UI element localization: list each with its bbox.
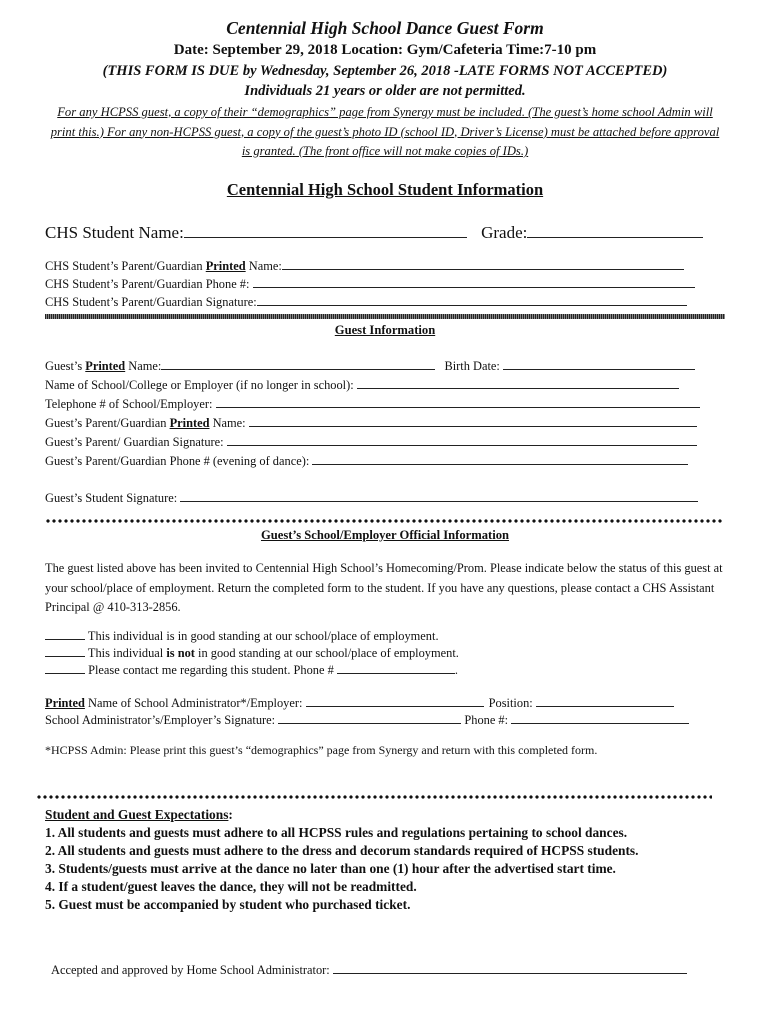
student-parent-signature-field[interactable]	[257, 295, 687, 306]
chs-student-name-row	[45, 223, 703, 243]
section-divider	[45, 314, 725, 319]
guest-student-signature-field[interactable]	[180, 491, 698, 502]
birth-date-label: Birth Date:	[444, 359, 500, 373]
approval-signature-field[interactable]	[333, 963, 687, 974]
student-parent-name-row	[45, 259, 684, 274]
guest-parent-name-row	[45, 416, 697, 431]
position-label: Position:	[488, 696, 533, 710]
guest-parent-signature-label: Guest’s Parent/ Guardian Signature:	[45, 435, 224, 449]
student-parent-phone-row	[45, 277, 695, 292]
guest-info-heading: Guest Information	[334, 323, 436, 337]
guest-student-signature-label: Guest’s Student Signature:	[45, 491, 178, 505]
admin-name-field[interactable]	[306, 696, 484, 707]
expectation-item: 1. All students and guests must adhere to all HCPSS rules and regulations pertaining to school dances.	[45, 825, 628, 840]
expectation-item: 2. All students and guests must adhere to the dress and decorum standards required of HCPSS students.	[45, 843, 639, 858]
printed-emphasis: Printed	[205, 259, 246, 273]
expectations-heading-text: Student and Guest Expectations	[45, 807, 229, 822]
guest-parent-phone-row	[45, 454, 688, 469]
admin-signature-label: School Administrator’s/Employer’s Signature:	[45, 713, 276, 727]
grade-field[interactable]	[527, 227, 703, 238]
admin-name-row	[45, 696, 674, 711]
expectation-item: 5. Guest must be accompanied by student who purchased ticket.	[45, 897, 411, 912]
grade-label: Grade:	[481, 223, 528, 242]
status-option-not-good-standing	[45, 646, 459, 661]
chs-student-name-label: CHS Student Name:	[45, 223, 184, 242]
name-label: Name:	[125, 359, 162, 373]
phone-field[interactable]	[511, 713, 689, 724]
form-title: Centennial High School Dance Guest Form	[226, 18, 544, 38]
status-option-label: This individual	[85, 646, 167, 660]
name-label: Name:	[245, 259, 282, 273]
guest-telephone-label: Telephone # of School/Employer:	[45, 397, 213, 411]
guest-name-field[interactable]	[161, 359, 435, 370]
expectations-heading: Student and Guest Expectations:	[45, 807, 233, 822]
guest-school-field[interactable]	[357, 378, 679, 389]
status-checkbox-good[interactable]	[45, 629, 85, 640]
student-parent-name-field[interactable]	[282, 259, 684, 270]
is-not-emphasis: is not	[166, 646, 195, 660]
admin-signature-row	[45, 713, 689, 728]
guest-student-signature-row	[45, 491, 698, 506]
status-checkbox-contact[interactable]	[45, 663, 85, 674]
guest-telephone-row	[45, 397, 700, 412]
official-instructions: The guest listed above has been invited to Centennial High School’s Homecoming/Prom. Please indicate below the status of this guest at your school/place of employment. Return the completed form to the student. If you have any questions, please contact a CHS Assistant Principal @ 410-313-2856.	[45, 561, 723, 614]
guest-name-row	[45, 359, 695, 374]
guest-school-row	[45, 378, 679, 393]
student-parent-name-label: CHS Student’s Parent/Guardian	[45, 259, 206, 273]
status-option-label: This individual is in good standing at our school/place of employment.	[85, 629, 439, 643]
guest-parent-name-field[interactable]	[249, 416, 697, 427]
guest-parent-phone-label: Guest’s Parent/Guardian Phone # (evening of dance):	[45, 454, 310, 468]
guest-parent-name-label: Guest’s Parent/Guardian	[45, 416, 170, 430]
student-parent-signature-label: CHS Student’s Parent/Guardian Signature:	[45, 295, 257, 309]
dotted-divider	[45, 519, 723, 523]
guest-name-label: Guest’s	[45, 359, 86, 373]
printed-emphasis: Printed	[85, 359, 126, 373]
due-date-line: (THIS FORM IS DUE by Wednesday, September 26, 2018 -LATE FORMS NOT ACCEPTED)	[102, 63, 668, 79]
chs-student-name-field[interactable]	[184, 227, 467, 238]
position-field[interactable]	[536, 696, 674, 707]
student-parent-signature-row	[45, 295, 687, 310]
status-option-label: in good standing at our school/place of employment.	[194, 646, 459, 660]
guest-parent-phone-field[interactable]	[312, 454, 688, 465]
student-parent-phone-field[interactable]	[253, 277, 695, 288]
approval-row	[51, 963, 687, 978]
expectation-item: 3. Students/guests must arrive at the dance no later than one (1) hour after the advertised start time.	[45, 861, 616, 876]
contact-phone-field[interactable]	[337, 663, 455, 674]
admin-name-label: Name of School Administrator*/Employer:	[84, 696, 303, 710]
guest-parent-signature-row	[45, 435, 697, 450]
birth-date-field[interactable]	[503, 359, 695, 370]
student-parent-phone-label: CHS Student’s Parent/Guardian Phone #:	[45, 277, 250, 291]
dotted-divider	[36, 795, 712, 799]
status-option-label: Please contact me regarding this student. Phone #	[85, 663, 334, 677]
hcpss-admin-footnote: *HCPSS Admin: Please print this guest’s “demographics” page from Synergy and return with this completed form.	[45, 743, 598, 757]
guest-parent-signature-field[interactable]	[227, 435, 697, 446]
status-option-contact: Please contact me regarding this student. Phone # .	[45, 663, 458, 678]
printed-emphasis: Printed	[45, 696, 85, 710]
guest-telephone-field[interactable]	[216, 397, 700, 408]
phone-label: Phone #:	[464, 713, 509, 727]
age-restriction-line: Individuals 21 years or older are not permitted.	[244, 83, 526, 99]
approval-label: Accepted and approved by Home School Administrator:	[51, 963, 330, 977]
student-info-heading: Centennial High School Student Information	[226, 180, 544, 199]
admin-signature-field[interactable]	[278, 713, 461, 724]
official-info-heading: Guest’s School/Employer Official Information	[260, 528, 510, 542]
printed-emphasis: Printed	[169, 416, 210, 430]
name-label: Name:	[209, 416, 246, 430]
status-checkbox-not-good[interactable]	[45, 646, 85, 657]
status-option-good-standing	[45, 629, 439, 644]
guest-school-label: Name of School/College or Employer (if no longer in school):	[45, 378, 354, 392]
event-date-line: Date: September 29, 2018 Location: Gym/Cafeteria Time:7-10 pm	[173, 42, 597, 58]
id-requirement-note: For any HCPSS guest, a copy of their “demographics” page from Synergy must be included. (The guest’s home school Admin will print this.) For any non-HCPSS guest, a copy of the guest’s photo ID (school ID, Driver’s License) must be attached before approval is granted. (The front office will not make copies of IDs.)	[50, 105, 720, 158]
expectation-item: 4. If a student/guest leaves the dance, they will not be readmitted.	[45, 879, 417, 894]
